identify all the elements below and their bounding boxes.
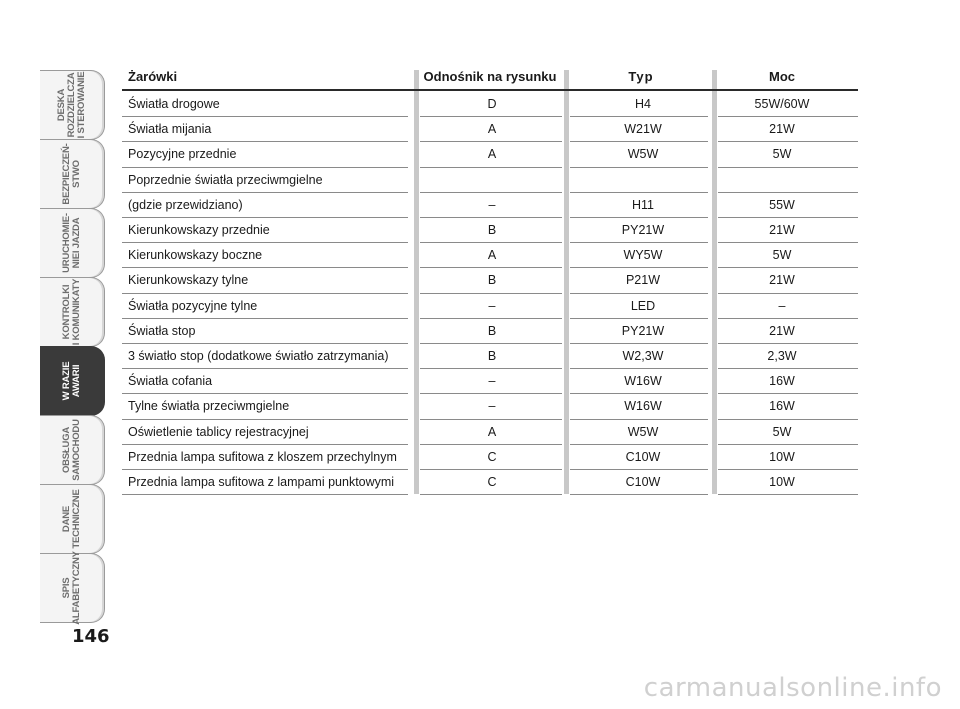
table-row — [122, 193, 858, 218]
reference-cell: B — [487, 273, 497, 288]
side-tab[interactable] — [40, 415, 105, 485]
power-cell: 2,3W — [767, 349, 797, 363]
row-rule — [420, 419, 562, 420]
row-rule — [122, 267, 408, 268]
bulb-name-cell: Przednia lampa sufitowa z kloszem przechylnym — [128, 449, 397, 464]
header-reference: Odnośnik na rysunku — [423, 69, 557, 84]
table-row — [122, 394, 858, 419]
side-tab-label-line: DANE — [61, 505, 72, 533]
power-cell: 10W — [769, 475, 795, 489]
row-rule — [718, 242, 858, 243]
table-row — [122, 218, 858, 243]
row-rule — [122, 419, 408, 420]
bulb-name-cell: Pozycyjne przednie — [128, 147, 237, 162]
row-rule — [570, 267, 708, 268]
side-tab-label-line: DESKA — [56, 88, 67, 122]
row-rule — [122, 242, 408, 243]
page-number: 146 — [72, 626, 110, 647]
power-cell: 55W/60W — [754, 97, 810, 111]
bulb-name-cell: Przednia lampa sufitowa z lampami punktowymi — [128, 475, 395, 489]
table-row — [122, 92, 858, 117]
table-row — [122, 268, 858, 293]
row-rule — [122, 318, 408, 319]
header-rule — [122, 89, 858, 91]
row-rule — [122, 393, 408, 394]
row-rule — [420, 217, 562, 218]
bulb-name-cell: Światła pozycyjne tylne — [128, 298, 258, 313]
type-cell: C10W — [625, 449, 661, 464]
power-cell: 55W — [769, 197, 795, 212]
bulb-name-cell: Kierunkowskazy tylne — [128, 273, 249, 288]
row-rule — [122, 444, 408, 445]
row-rule — [718, 267, 858, 268]
type-cell: W21W — [624, 122, 662, 137]
reference-cell: D — [487, 97, 497, 111]
row-rule — [122, 116, 408, 117]
row-rule — [718, 141, 858, 142]
bulb-name-cell: Oświetlenie tablicy rejestracyjnej — [128, 424, 309, 439]
power-cell: 21W — [769, 223, 795, 237]
reference-cell: A — [487, 424, 497, 439]
side-tab-label-line: I STEROWANIE — [76, 71, 87, 139]
bulb-name-cell: Światła stop — [128, 323, 196, 338]
bulb-name-cell: Kierunkowskazy przednie — [128, 223, 270, 237]
side-tab-label-line: TECHNICZNE — [71, 489, 82, 549]
type-cell: W16W — [624, 374, 662, 389]
row-rule — [122, 469, 408, 470]
bulb-name-cell: 3 światło stop (dodatkowe światło zatrzymania) — [128, 349, 389, 363]
row-rule — [570, 444, 708, 445]
side-tab-label-line: AWARII — [71, 364, 82, 398]
side-tab-label — [62, 419, 82, 481]
reference-cell — [422, 168, 562, 192]
row-rule — [718, 343, 858, 344]
power-cell: 21W — [769, 273, 795, 288]
table-row — [122, 369, 858, 394]
row-rule — [570, 141, 708, 142]
side-tab-label-line: KONTROLKI — [61, 284, 72, 340]
row-rule — [420, 141, 562, 142]
table-row — [122, 319, 858, 344]
table-row — [122, 445, 858, 470]
table-row — [122, 142, 858, 167]
type-cell — [578, 168, 708, 192]
row-rule — [420, 116, 562, 117]
row-rule — [122, 192, 408, 193]
side-tab-label-line: BEZPIECZEŃ- — [61, 143, 72, 205]
row-rule — [122, 494, 408, 495]
bulb-name-cell: Kierunkowskazy boczne — [128, 248, 263, 263]
row-rule — [718, 217, 858, 218]
table-row — [122, 344, 858, 369]
power-cell: 5W — [772, 147, 792, 162]
power-cell: 21W — [769, 323, 795, 338]
type-cell: LED — [630, 298, 656, 313]
row-rule — [420, 293, 562, 294]
power-cell: 5W — [772, 248, 792, 263]
row-rule — [570, 419, 708, 420]
row-rule — [718, 444, 858, 445]
side-tab-label — [62, 489, 82, 548]
power-cell: 16W — [769, 399, 795, 414]
side-tab[interactable] — [40, 208, 105, 278]
reference-cell: – — [488, 399, 496, 414]
row-rule — [570, 242, 708, 243]
row-rule — [420, 242, 562, 243]
side-tab-label-line: NIEI JAZDA — [71, 217, 82, 269]
row-rule — [420, 192, 562, 193]
bulb-name-cell: (gdzie przewidziano) — [128, 197, 243, 212]
bulb-name-cell: Światła cofania — [128, 374, 213, 389]
reference-cell: A — [487, 248, 497, 263]
type-cell: W2,3W — [622, 349, 664, 363]
type-cell: W16W — [624, 399, 662, 414]
row-rule — [420, 343, 562, 344]
watermark: carmanualsonline.info — [643, 673, 942, 703]
side-tab[interactable] — [40, 346, 105, 416]
table-row — [122, 470, 858, 495]
reference-cell: – — [488, 298, 496, 313]
side-tab[interactable] — [40, 139, 105, 209]
header-bulbs: Żarówki — [128, 69, 178, 84]
reference-cell: – — [488, 374, 496, 389]
row-rule — [420, 167, 562, 168]
type-cell: P21W — [625, 273, 661, 288]
row-rule — [718, 494, 858, 495]
side-tab-label — [62, 551, 82, 625]
power-cell: 5W — [772, 424, 792, 439]
reference-cell: A — [487, 122, 497, 137]
row-rule — [570, 368, 708, 369]
row-rule — [570, 217, 708, 218]
row-rule — [420, 469, 562, 470]
power-cell: – — [778, 298, 786, 313]
row-rule — [122, 293, 408, 294]
side-tab-label-line: STWO — [71, 160, 82, 188]
side-tab-label-line: I KOMUNIKATY — [71, 278, 82, 346]
type-cell: H11 — [631, 197, 654, 212]
row-rule — [718, 192, 858, 193]
row-rule — [718, 368, 858, 369]
type-cell: PY21W — [621, 223, 665, 237]
side-tab-label-line: SPIS — [61, 577, 72, 599]
row-rule — [570, 393, 708, 394]
row-rule — [420, 368, 562, 369]
row-rule — [570, 343, 708, 344]
side-tab-label-line: SAMOCHODU — [71, 419, 82, 481]
table-row — [122, 243, 858, 268]
side-tab-label-line: URUCHOMIE- — [61, 213, 72, 273]
side-tab[interactable] — [40, 484, 105, 554]
reference-cell: C — [487, 475, 497, 489]
side-tab-label-line: W RAZIE — [61, 361, 72, 401]
row-rule — [570, 167, 708, 168]
table-row — [122, 168, 858, 193]
bulb-name-cell: Światła drogowe — [128, 97, 220, 111]
row-rule — [570, 116, 708, 117]
row-rule — [570, 318, 708, 319]
row-rule — [122, 368, 408, 369]
power-cell — [727, 168, 837, 192]
row-rule — [420, 393, 562, 394]
row-rule — [570, 192, 708, 193]
side-tab[interactable] — [40, 277, 105, 347]
reference-cell: B — [487, 349, 497, 363]
side-tab-label — [62, 213, 82, 273]
row-rule — [420, 494, 562, 495]
reference-cell: A — [487, 147, 497, 162]
side-tab-label — [62, 362, 82, 401]
type-cell: C10W — [625, 475, 661, 489]
side-tab-label — [57, 72, 87, 139]
bulb-name-cell: Tylne światła przeciwmgielne — [128, 399, 290, 414]
type-cell: WY5W — [623, 248, 663, 263]
row-rule — [718, 393, 858, 394]
row-rule — [718, 293, 858, 294]
side-tab-label-line: ROZDZIELCZA — [66, 72, 77, 138]
type-cell: PY21W — [621, 323, 665, 338]
reference-cell: – — [488, 197, 496, 212]
row-rule — [718, 469, 858, 470]
side-tab-label — [62, 279, 82, 346]
type-cell: W5W — [627, 424, 659, 439]
header-power: Moc — [769, 69, 795, 84]
row-rule — [420, 267, 562, 268]
side-tab-label — [62, 143, 82, 204]
row-rule — [718, 116, 858, 117]
side-tab-label-line: OBSŁUGA — [61, 426, 72, 474]
row-rule — [420, 444, 562, 445]
header-type: Typ — [628, 69, 654, 84]
row-rule — [420, 318, 562, 319]
row-rule — [718, 318, 858, 319]
row-rule — [122, 167, 408, 168]
side-tab-label-line: ALFABETYCZNY — [71, 551, 82, 625]
row-rule — [570, 293, 708, 294]
power-cell: 10W — [769, 449, 795, 464]
row-rule — [122, 217, 408, 218]
side-tab[interactable] — [40, 70, 105, 140]
row-rule — [718, 419, 858, 420]
bulb-name-cell: Światła mijania — [128, 122, 212, 137]
table-row — [122, 294, 858, 319]
row-rule — [718, 167, 858, 168]
power-cell: 16W — [769, 374, 795, 389]
reference-cell: C — [487, 449, 497, 464]
reference-cell: B — [487, 323, 497, 338]
row-rule — [570, 469, 708, 470]
table-row — [122, 117, 858, 142]
bulb-name-cell: Poprzednie światła przeciwmgielne — [128, 172, 323, 187]
reference-cell: B — [487, 223, 497, 237]
row-rule — [570, 494, 708, 495]
row-rule — [122, 141, 408, 142]
row-rule — [122, 343, 408, 344]
side-tab[interactable] — [40, 553, 105, 623]
power-cell: 21W — [769, 122, 795, 137]
type-cell: W5W — [627, 147, 659, 162]
type-cell: H4 — [635, 97, 651, 111]
table-row — [122, 420, 858, 445]
